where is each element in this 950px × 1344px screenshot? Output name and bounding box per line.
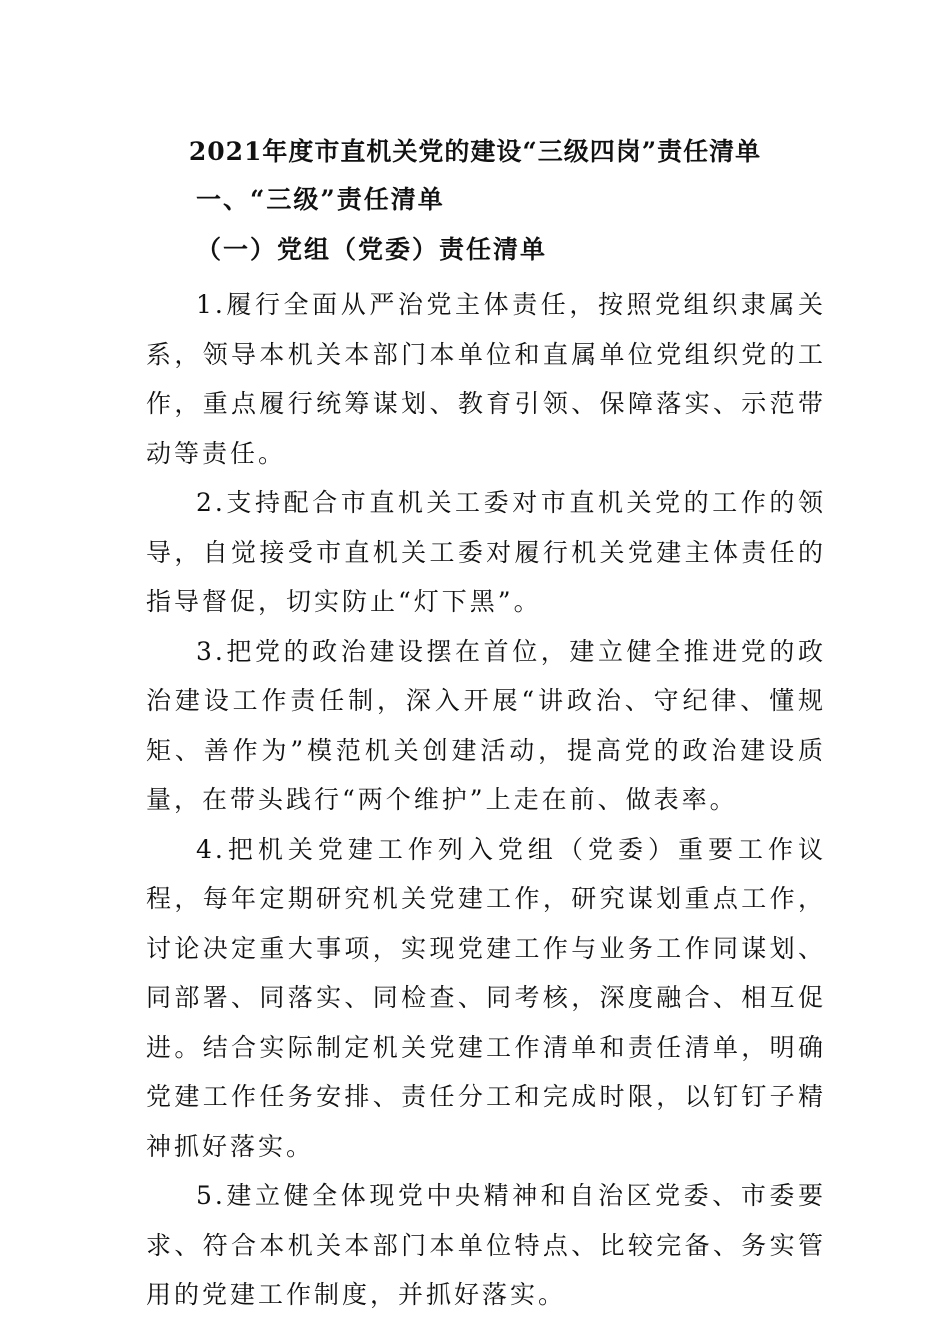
paragraph-1: 1.履行全面从严治党主体责任，按照党组织隶属关系，领导本机关本部门本单位和直属单位党组织党的工作，重点履行统筹谋划、教育引领、保障落实、示范带动等责任。 [146,290,826,468]
document-title: 2021年度市直机关党的建设“三级四岗”责任清单 [188,137,762,166]
section-heading: 一、“三级”责任清单 [196,185,445,214]
subsection-heading: （一）党组（党委）责任清单 [196,235,548,264]
paragraph-2: 2.支持配合市直机关工委对市直机关党的工作的领导，自觉接受市直机关工委对履行机关党建主体责任的指导督促，切实防止“灯下黑”。 [146,488,826,616]
paragraph-3: 3.把党的政治建设摆在首位，建立健全推进党的政治建设工作责任制，深入开展“讲政治、守纪律、懂规矩、善作为”模范机关创建活动，提高党的政治建设质量，在带头践行“两个维护”上走在前、做表率。 [146,636,826,814]
paragraph-4: 4.把机关党建工作列入党组（党委）重要工作议程，每年定期研究机关党建工作，研究谋划重点工作，讨论决定重大事项，实现党建工作与业务工作同谋划、同部署、同落实、同检查、同考核，深度融合、相互促进。结合实际制定机关党建工作清单和责任清单，明确党建工作任务安排、责任分工和完成时限，以钉钉子精神抓好落实。 [146,834,826,1161]
paragraph-5: 5.建立健全体现党中央精神和自治区党委、市委要求、符合本机关本部门本单位特点、比较完备、务实管用的党建工作制度，并抓好落实。 [146,1181,826,1309]
document-body [146,280,826,1320]
